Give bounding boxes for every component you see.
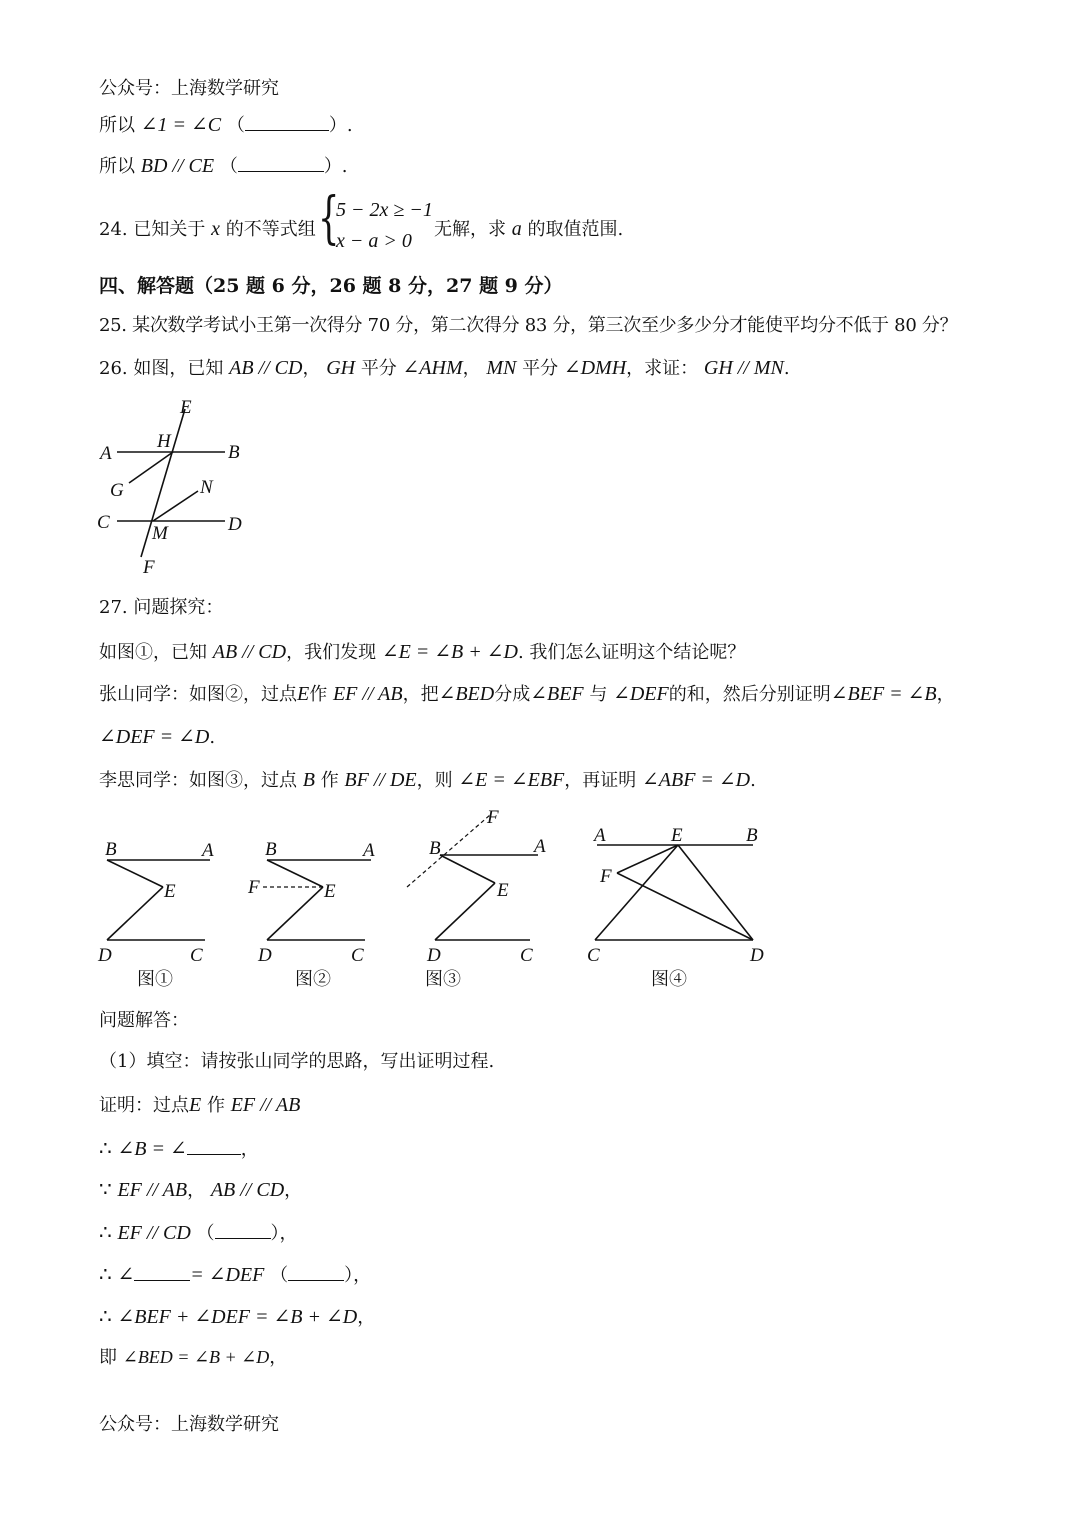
fig4-label-c: C bbox=[587, 945, 600, 966]
q27-p4-m1: B bbox=[302, 769, 315, 791]
proof-s2-m2: AB // CD bbox=[210, 1179, 285, 1201]
q24-pre: 已知关于 bbox=[133, 219, 206, 240]
fig4-label-a: A bbox=[594, 825, 606, 846]
therefore-icon: ∴ bbox=[99, 1264, 112, 1286]
q27-title: 27. 问题探究： bbox=[99, 597, 224, 618]
q27-p3-m1: ∠DEF = ∠D bbox=[99, 726, 210, 748]
q26-m1: AB // CD bbox=[229, 357, 303, 379]
q27-p2-m4: ∠BEF bbox=[530, 683, 584, 705]
q24-line bbox=[99, 217, 316, 241]
q26-t4: ， bbox=[462, 358, 481, 379]
q27-p4-t3: ，则 bbox=[416, 770, 453, 791]
q23-l2-math: BD // CE bbox=[140, 155, 215, 177]
label-g: G bbox=[110, 480, 124, 501]
fig1-label-d: D bbox=[98, 945, 112, 966]
brace-icon: { bbox=[318, 186, 340, 251]
figure-4 bbox=[587, 825, 764, 990]
proof-s2-m1: EF // AB bbox=[117, 1179, 188, 1201]
q23-l1-open: （ bbox=[226, 115, 245, 136]
therefore-icon: ∴ bbox=[99, 1138, 112, 1160]
proof-s2-t: ， bbox=[187, 1180, 206, 1201]
q26-t3: 平分 bbox=[360, 358, 397, 379]
fig3-line-ed bbox=[435, 883, 495, 940]
q23-l2-pre: 所以 bbox=[99, 156, 135, 177]
q27-p2-m1: E bbox=[297, 683, 310, 705]
proof-s3-close: ）， bbox=[270, 1223, 298, 1244]
q27-p4-t5: . bbox=[750, 770, 756, 791]
q27-p2-t6: 的和，然后分别证明 bbox=[668, 684, 831, 705]
q24-post-1: 无解，求 bbox=[434, 219, 506, 240]
q23-l2-open: （ bbox=[219, 156, 238, 177]
label-d: D bbox=[228, 514, 242, 535]
q26-m5: ∠DMH bbox=[563, 357, 627, 379]
fig1-label-b: B bbox=[105, 839, 117, 860]
q26-m6: GH // MN bbox=[703, 357, 784, 379]
q27-p1-m2: ∠E = ∠B + ∠D bbox=[381, 641, 518, 663]
q23-l1-pre: 所以 bbox=[99, 115, 135, 136]
because-icon: ∵ bbox=[99, 1179, 112, 1201]
fig4-line-ec bbox=[595, 845, 678, 940]
q27-p2-m5: ∠DEF bbox=[613, 683, 669, 705]
fig3-label-a: A bbox=[534, 836, 546, 857]
proof-step-1 bbox=[99, 1136, 259, 1161]
proof-intro-m2: EF // AB bbox=[230, 1094, 301, 1116]
fig3-label-f: F bbox=[487, 807, 499, 828]
fig4-label-e: E bbox=[671, 825, 683, 846]
q27-p1-m1: AB // CD bbox=[212, 641, 287, 663]
q24-var-x: x bbox=[211, 218, 220, 240]
fig2-label-e: E bbox=[324, 881, 336, 902]
q27-p2-m2: EF // AB bbox=[332, 683, 403, 705]
q26-m3: ∠AHM bbox=[402, 357, 463, 379]
fig4-label-f: F bbox=[600, 866, 612, 887]
q26-m2: GH bbox=[326, 357, 356, 379]
q26-t5: 平分 bbox=[522, 358, 559, 379]
label-h: H bbox=[157, 431, 171, 452]
q27-p4-t4: ，再证明 bbox=[564, 770, 637, 791]
q27-answer-title: 问题解答： bbox=[99, 1010, 189, 1031]
q27-p1-t2: ，我们发现 bbox=[286, 642, 377, 663]
q25-text: 25. 某次数学考试小王第一次得分 70 分，第二次得分 83 分，第三次至少多少分才能使平均分不低于 80 分？ bbox=[99, 315, 958, 336]
proof-s4-m2: = ∠DEF bbox=[190, 1264, 265, 1286]
q23-l1-math: ∠1 = ∠C bbox=[140, 114, 222, 136]
q27-p2-t4: 分成 bbox=[494, 684, 531, 705]
q27-p2-t2: 作 bbox=[309, 684, 328, 705]
q24-var-a: a bbox=[511, 218, 522, 240]
proof-intro-m1: E bbox=[189, 1094, 202, 1116]
q24-post-2: 的取值范围. bbox=[527, 219, 624, 240]
figure-3 bbox=[407, 807, 546, 990]
fig4-line-ed bbox=[678, 845, 753, 940]
label-c: C bbox=[97, 512, 110, 533]
fig3-label-e: E bbox=[497, 880, 509, 901]
fig3-label-c: C bbox=[520, 945, 533, 966]
ray-gh bbox=[129, 452, 173, 483]
fig4-label-d: D bbox=[750, 945, 764, 966]
fig1-line-be bbox=[107, 860, 163, 887]
q27-p2-m6: ∠BEF = ∠B bbox=[830, 683, 937, 705]
proof-intro-t2: 作 bbox=[206, 1095, 225, 1116]
fig3-line-bf-dashed bbox=[407, 815, 490, 887]
q27-p1-t1: 如图①，已知 bbox=[99, 642, 207, 663]
label-f: F bbox=[143, 557, 155, 578]
q26-t2: ， bbox=[302, 358, 321, 379]
fig1-label-e: E bbox=[164, 881, 176, 902]
fig2-line-ed bbox=[267, 887, 323, 940]
q23-line-2 bbox=[99, 153, 348, 178]
proof-s5-math: ∠BEF + ∠DEF = ∠B + ∠D bbox=[117, 1306, 358, 1328]
proof-step-2 bbox=[99, 1178, 302, 1202]
figure-2 bbox=[247, 839, 375, 990]
q26-t7: . bbox=[783, 358, 790, 379]
proof-s6-t: 即 bbox=[99, 1347, 117, 1368]
proof-step-6 bbox=[99, 1347, 287, 1369]
section4-title: 四、解答题（25 题 6 分，26 题 8 分，27 题 9 分） bbox=[99, 275, 563, 297]
q23-l2-close: ）. bbox=[323, 156, 348, 177]
proof-intro-t: 证明：过点 bbox=[99, 1095, 189, 1116]
fig3-caption: 图③ bbox=[425, 969, 461, 990]
therefore-icon: ∴ bbox=[99, 1306, 112, 1328]
q23-blank-2[interactable] bbox=[238, 153, 324, 172]
q27-p3-t1: . bbox=[209, 727, 216, 748]
proof-intro bbox=[99, 1093, 300, 1117]
q27-p2-m3: ∠BED bbox=[438, 683, 495, 705]
proof-s3-open: （ bbox=[196, 1223, 215, 1244]
q24-mid: 的不等式组 bbox=[225, 219, 316, 240]
proof-s1-math: ∠B = ∠ bbox=[117, 1138, 187, 1160]
proof-s1-end: ， bbox=[240, 1139, 259, 1160]
proof-s3-math: EF // CD bbox=[117, 1222, 191, 1244]
fig1-line-ed bbox=[107, 887, 163, 940]
header-source: 公众号：上海数学研究 bbox=[99, 78, 279, 99]
proof-step-3 bbox=[99, 1220, 298, 1245]
proof-s5-end: ， bbox=[357, 1307, 376, 1328]
fig4-line-fd bbox=[617, 873, 753, 940]
q24-line-tail bbox=[434, 217, 623, 241]
q27-p4-m4: ∠ABF = ∠D bbox=[642, 769, 751, 791]
q27-para-4 bbox=[99, 768, 756, 792]
proof-blank-2[interactable] bbox=[215, 1220, 271, 1239]
q24-inequality-system bbox=[318, 186, 433, 259]
label-a: A bbox=[100, 443, 112, 464]
label-e: E bbox=[180, 397, 192, 418]
fig1-label-a: A bbox=[202, 840, 214, 861]
q26-figure bbox=[95, 395, 255, 580]
q23-blank-1[interactable] bbox=[245, 112, 329, 131]
label-m: M bbox=[152, 523, 168, 544]
proof-blank-3[interactable] bbox=[134, 1262, 190, 1281]
proof-step-4 bbox=[99, 1262, 371, 1287]
fig3-label-b: B bbox=[429, 838, 441, 859]
proof-blank-1[interactable] bbox=[187, 1136, 241, 1155]
q27-figures bbox=[95, 805, 795, 995]
fig2-label-c: C bbox=[351, 945, 364, 966]
q24-ineq-1: 5 − 2x ≥ −1 bbox=[336, 199, 433, 221]
fig2-label-b: B bbox=[265, 839, 277, 860]
fig3-label-d: D bbox=[427, 945, 441, 966]
q27-p4-t1: 李思同学：如图③，过点 bbox=[99, 770, 297, 791]
proof-s2-end: ， bbox=[284, 1180, 303, 1201]
q23-line-1 bbox=[99, 112, 353, 137]
label-n: N bbox=[200, 477, 213, 498]
proof-s6-end: ， bbox=[269, 1347, 288, 1368]
q26-t6: ，求证： bbox=[626, 358, 699, 379]
q26-line bbox=[99, 356, 790, 380]
q27-p2-t1: 张山同学：如图②，过点 bbox=[99, 684, 297, 705]
proof-s4-close: ）， bbox=[344, 1265, 372, 1286]
proof-s4-open: （ bbox=[270, 1265, 289, 1286]
fig4-line-ef bbox=[617, 845, 678, 873]
fig2-label-d: D bbox=[258, 945, 272, 966]
fig1-label-c: C bbox=[190, 945, 203, 966]
q26-m4: MN bbox=[486, 357, 517, 379]
q24-number: 24. bbox=[99, 219, 128, 240]
fig2-line-be bbox=[267, 860, 323, 887]
proof-s6-math: ∠BED = ∠B + ∠D bbox=[122, 1347, 270, 1367]
q27-p2-t3: ，把 bbox=[402, 684, 439, 705]
fig2-label-a: A bbox=[363, 840, 375, 861]
fig1-caption: 图① bbox=[137, 969, 173, 990]
proof-blank-4[interactable] bbox=[288, 1262, 344, 1281]
label-b: B bbox=[228, 442, 240, 463]
fig2-label-f: F bbox=[248, 877, 260, 898]
q27-para-2 bbox=[99, 682, 955, 706]
q27-p2-t7: ， bbox=[936, 684, 955, 705]
q23-l1-close: ）. bbox=[328, 115, 353, 136]
q27-p4-t2: 作 bbox=[320, 770, 339, 791]
q27-p4-m2: BF // DE bbox=[344, 769, 417, 791]
fig2-caption: 图② bbox=[295, 969, 331, 990]
fig4-caption: 图④ bbox=[651, 969, 687, 990]
proof-step-5 bbox=[99, 1305, 375, 1329]
q27-para-1 bbox=[99, 640, 745, 664]
q26-t1: 如图，已知 bbox=[133, 358, 224, 379]
fig3-line-be bbox=[440, 855, 495, 883]
therefore-icon: ∴ bbox=[99, 1222, 112, 1244]
q24-ineq-2: x − a > 0 bbox=[336, 230, 412, 252]
q27-p4-m3: ∠E = ∠EBF bbox=[458, 769, 565, 791]
figure-1 bbox=[97, 839, 214, 990]
proof-s4-m1: ∠ bbox=[117, 1264, 135, 1286]
q27-p2-t5: 与 bbox=[589, 684, 608, 705]
q27-p1-t3: . 我们怎么证明这个结论呢？ bbox=[517, 642, 746, 663]
footer-source: 公众号：上海数学研究 bbox=[99, 1414, 279, 1435]
q27-para-3 bbox=[99, 725, 215, 749]
q27-part-1: （1）填空：请按张山同学的思路，写出证明过程. bbox=[99, 1051, 495, 1072]
q26-number: 26. bbox=[99, 358, 128, 379]
fig4-label-b: B bbox=[746, 825, 758, 846]
